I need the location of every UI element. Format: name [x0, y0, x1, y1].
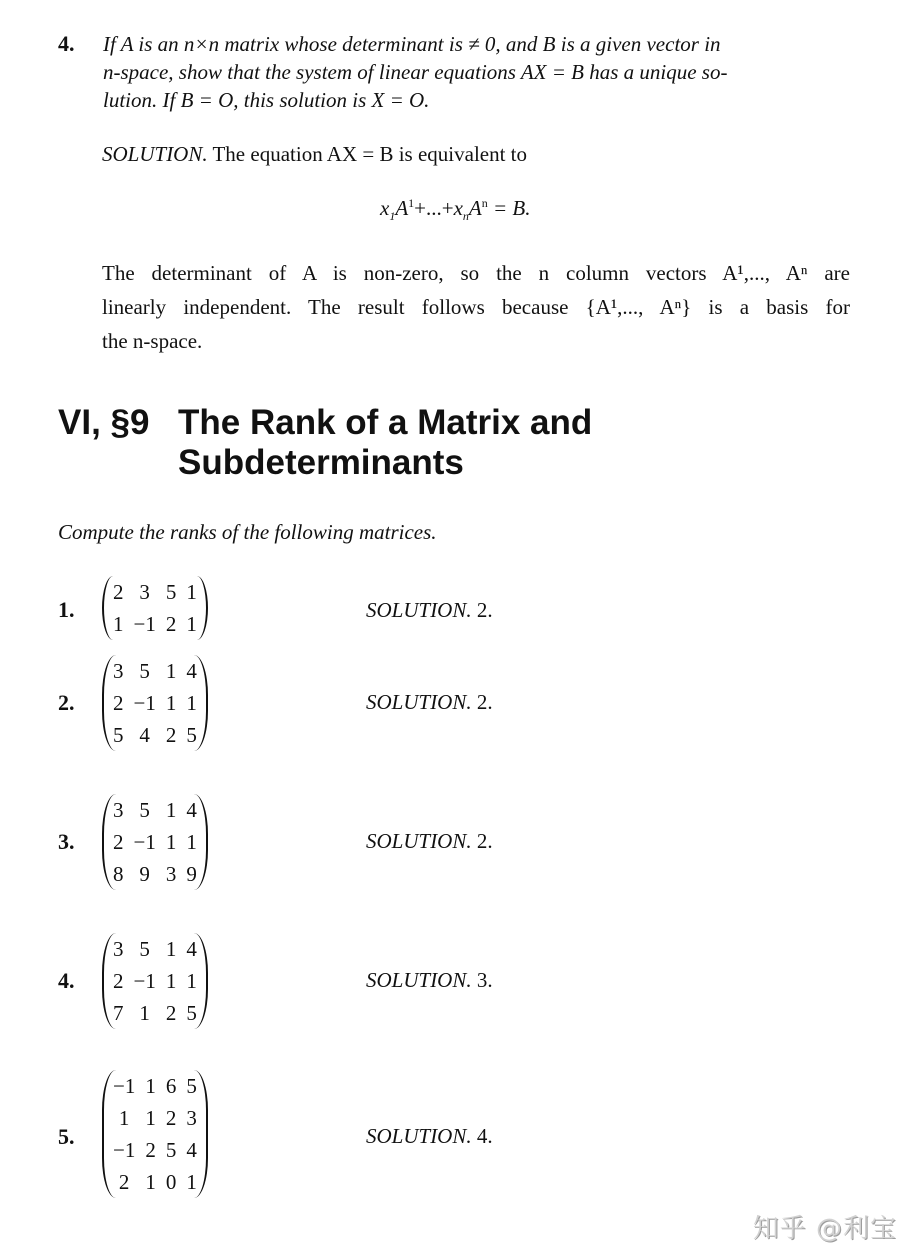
cell: 0	[165, 1170, 177, 1194]
cell: 4	[186, 659, 197, 683]
eq-middle: +...+	[414, 196, 454, 220]
exercise-2-solution	[366, 690, 493, 715]
problem-4-explanation	[102, 256, 850, 358]
instructions: Compute the ranks of the following matrices.	[58, 520, 437, 544]
solution-label: SOLUTION.	[366, 1124, 472, 1148]
cell: 2	[113, 969, 124, 993]
solution-value: 2.	[471, 598, 493, 622]
cell: 1	[165, 659, 177, 683]
exercise-3-number: 3.	[58, 829, 75, 854]
cell: 9	[139, 862, 150, 886]
eq-sub-1: 1	[389, 209, 396, 223]
exercise-4-number: 4.	[58, 968, 75, 993]
cell: 4	[186, 1138, 197, 1162]
exercise-5-solution	[366, 1124, 493, 1149]
solution-intro-text: The equation AX = B is equivalent to	[207, 142, 528, 166]
exercise-4-matrix	[102, 933, 208, 1029]
problem-4-solution-intro	[102, 140, 854, 168]
cell: 5	[139, 659, 150, 683]
cell: 1	[165, 798, 177, 822]
cell: −1	[113, 1138, 136, 1162]
solution-label: SOLUTION.	[366, 968, 472, 992]
cell: 1	[118, 1106, 130, 1130]
cell: 5	[186, 1074, 197, 1098]
cell: 5	[186, 1001, 197, 1025]
solution-label: SOLUTION.	[102, 142, 208, 166]
exercise-3-matrix	[102, 794, 208, 890]
cell: 1	[186, 580, 197, 604]
cell: 1	[186, 830, 197, 854]
exercise-1-solution	[366, 598, 493, 623]
cell: 3	[113, 798, 124, 822]
statement-line: If A is an n×n matrix whose determinant is ≠ 0, and B is a given vector in	[103, 32, 721, 56]
cell: 4	[186, 937, 197, 961]
cell: 1	[165, 830, 177, 854]
problem-4-statement	[103, 30, 858, 114]
eq-A1: A	[395, 196, 409, 220]
cell: 1	[145, 1170, 156, 1194]
explanation-line: linearly independent. The result follows because {A¹,..., Aⁿ} is a basis for	[102, 295, 850, 319]
eq-sup-n: n	[481, 196, 488, 210]
cell: 1	[165, 937, 177, 961]
statement-line: n-space, show that the system of linear equations AX = B has a unique so-	[103, 60, 728, 84]
cell: −1	[133, 969, 156, 993]
cell: 5	[139, 798, 150, 822]
cell: 1	[145, 1074, 156, 1098]
cell: 2	[113, 691, 124, 715]
cell: 5	[139, 937, 150, 961]
cell: 2	[118, 1170, 130, 1194]
cell: −1	[133, 691, 156, 715]
cell: 1	[186, 612, 197, 636]
eq-sub-n: n	[462, 209, 469, 223]
cell: 3	[186, 1106, 197, 1130]
section-number: VI, §9	[58, 403, 150, 442]
cell: 1	[186, 1170, 197, 1194]
section-title-line-1: The Rank of a Matrix and	[178, 403, 593, 442]
cell: 1	[165, 969, 177, 993]
exercise-4-solution	[366, 968, 493, 993]
cell: 2	[165, 723, 177, 747]
cell: 9	[186, 862, 197, 886]
cell: 2	[113, 580, 124, 604]
exercise-5-matrix	[102, 1070, 208, 1198]
solution-label: SOLUTION.	[366, 829, 472, 853]
cell: 3	[165, 862, 177, 886]
linear-combination-equation	[380, 196, 531, 224]
solution-label: SOLUTION.	[366, 598, 472, 622]
cell: 1	[186, 969, 197, 993]
cell: 3	[139, 580, 150, 604]
cell: −1	[133, 612, 156, 636]
cell: 2	[113, 830, 124, 854]
exercise-5-number: 5.	[58, 1124, 75, 1149]
cell: 3	[113, 937, 124, 961]
cell: 1	[139, 1001, 150, 1025]
cell: 5	[186, 723, 197, 747]
cell: −1	[133, 830, 156, 854]
cell: 6	[165, 1074, 177, 1098]
cell: 4	[186, 798, 197, 822]
cell: 1	[113, 612, 124, 636]
eq-xn: x	[453, 196, 463, 220]
cell: 5	[165, 1138, 177, 1162]
cell: 2	[165, 1001, 177, 1025]
cell: −1	[113, 1074, 136, 1098]
exercise-2-number: 2.	[58, 690, 75, 715]
exercise-3-solution	[366, 829, 493, 854]
cell: 1	[145, 1106, 156, 1130]
cell: 2	[165, 1106, 177, 1130]
statement-line: lution. If B = O, this solution is X = O.	[103, 88, 430, 112]
eq-x1: x	[380, 196, 390, 220]
cell: 1	[186, 691, 197, 715]
cell: 2	[145, 1138, 156, 1162]
solution-label: SOLUTION.	[366, 690, 472, 714]
solution-value: 2.	[471, 690, 493, 714]
eq-sup-1: 1	[408, 196, 415, 210]
cell: 7	[113, 1001, 124, 1025]
problem-4-number: 4.	[58, 31, 75, 56]
cell: 1	[165, 691, 177, 715]
section-title-line-2: Subdeterminants	[178, 443, 464, 482]
solution-value: 3.	[471, 968, 493, 992]
watermark: 知乎 @利宝	[752, 1214, 897, 1244]
cell: 5	[165, 580, 177, 604]
eq-rhs: = B.	[487, 196, 531, 220]
exercise-1-matrix	[102, 576, 208, 640]
cell: 8	[113, 862, 124, 886]
eq-An: A	[468, 196, 482, 220]
cell: 5	[113, 723, 124, 747]
section-title	[178, 403, 592, 483]
cell: 4	[139, 723, 150, 747]
solution-value: 4.	[471, 1124, 493, 1148]
cell: 3	[113, 659, 124, 683]
cell: 2	[165, 612, 177, 636]
exercise-2-matrix	[102, 655, 208, 751]
solution-value: 2.	[471, 829, 493, 853]
explanation-line: the n-space.	[102, 329, 203, 353]
exercise-1-number: 1.	[58, 597, 75, 622]
explanation-line: The determinant of A is non-zero, so the n column vectors A¹,..., Aⁿ are	[102, 261, 850, 285]
problem-4	[58, 30, 858, 114]
